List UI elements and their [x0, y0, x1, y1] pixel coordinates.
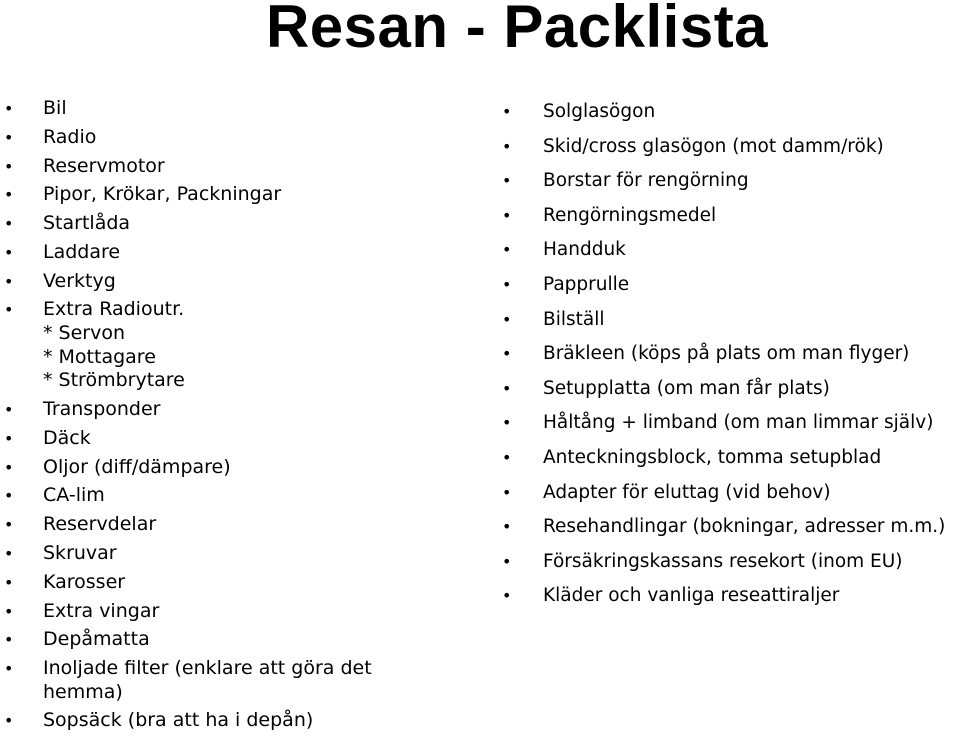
list-item: • Kläder och vanliga reseattiraljer: [0, 584, 960, 608]
list-item: • Borstar för rengörning: [0, 169, 960, 193]
list-item: • Setupplatta (om man får plats): [0, 377, 960, 401]
list-item: • Resehandlingar (bokningar, adresser m.m.): [0, 515, 960, 539]
list-item: • Transponder: [0, 398, 460, 422]
list-item: • Däck: [0, 427, 460, 451]
page-title: Resan - Packlista: [265, 0, 769, 60]
list-item: • Adapter för eluttag (vid behov): [0, 481, 960, 505]
list-item: • Extra Radioutr.: [0, 298, 460, 322]
list-sub-item: * Strömbrytare: [43, 369, 185, 392]
list-item: • Extra vingar: [0, 600, 460, 624]
list-item: • Depåmatta: [0, 628, 460, 652]
list-item: • Karosser: [0, 571, 460, 595]
list-item: • Bil: [0, 97, 460, 121]
list-sub-item: * Mottagare: [43, 345, 156, 368]
list-item: • Inoljade filter (enklare att göra det hemma): [0, 657, 393, 704]
list-item: • Skruvar: [0, 542, 460, 566]
list-item: • Försäkringskassans resekort (inom EU): [0, 550, 960, 574]
list-item: • Papprulle: [0, 273, 960, 297]
list-item: • Startlåda: [0, 212, 460, 236]
list-item: • Radio: [0, 126, 460, 150]
list-item: • Sopsäck (bra att ha i depån): [0, 709, 460, 733]
list-item: • Laddare: [0, 241, 460, 265]
list-item: • Rengörningsmedel: [0, 204, 960, 228]
list-item: • Pipor, Krökar, Packningar: [0, 183, 460, 207]
list-item: • Verktyg: [0, 270, 460, 294]
list-item: • Bilställ: [0, 308, 960, 332]
right-packing-list: [0, 100, 960, 619]
list-item: • Reservmotor: [0, 155, 460, 179]
list-item: • Solglasögon: [0, 100, 960, 124]
list-item: • Oljor (diff/dämpare): [0, 456, 460, 480]
list-item: • CA-lim: [0, 484, 460, 508]
list-sub-item: * Servon: [43, 322, 126, 345]
list-item: • Skid/cross glasögon (mot damm/rök): [0, 135, 960, 159]
list-item: • Handduk: [0, 238, 960, 262]
list-item: • Reservdelar: [0, 513, 460, 537]
list-item: • Anteckningsblock, tomma setupblad: [0, 446, 960, 470]
list-item: • Håltång + limband (om man limmar själv): [0, 411, 960, 435]
list-item: • Bräkleen (köps på plats om man flyger): [0, 342, 960, 366]
